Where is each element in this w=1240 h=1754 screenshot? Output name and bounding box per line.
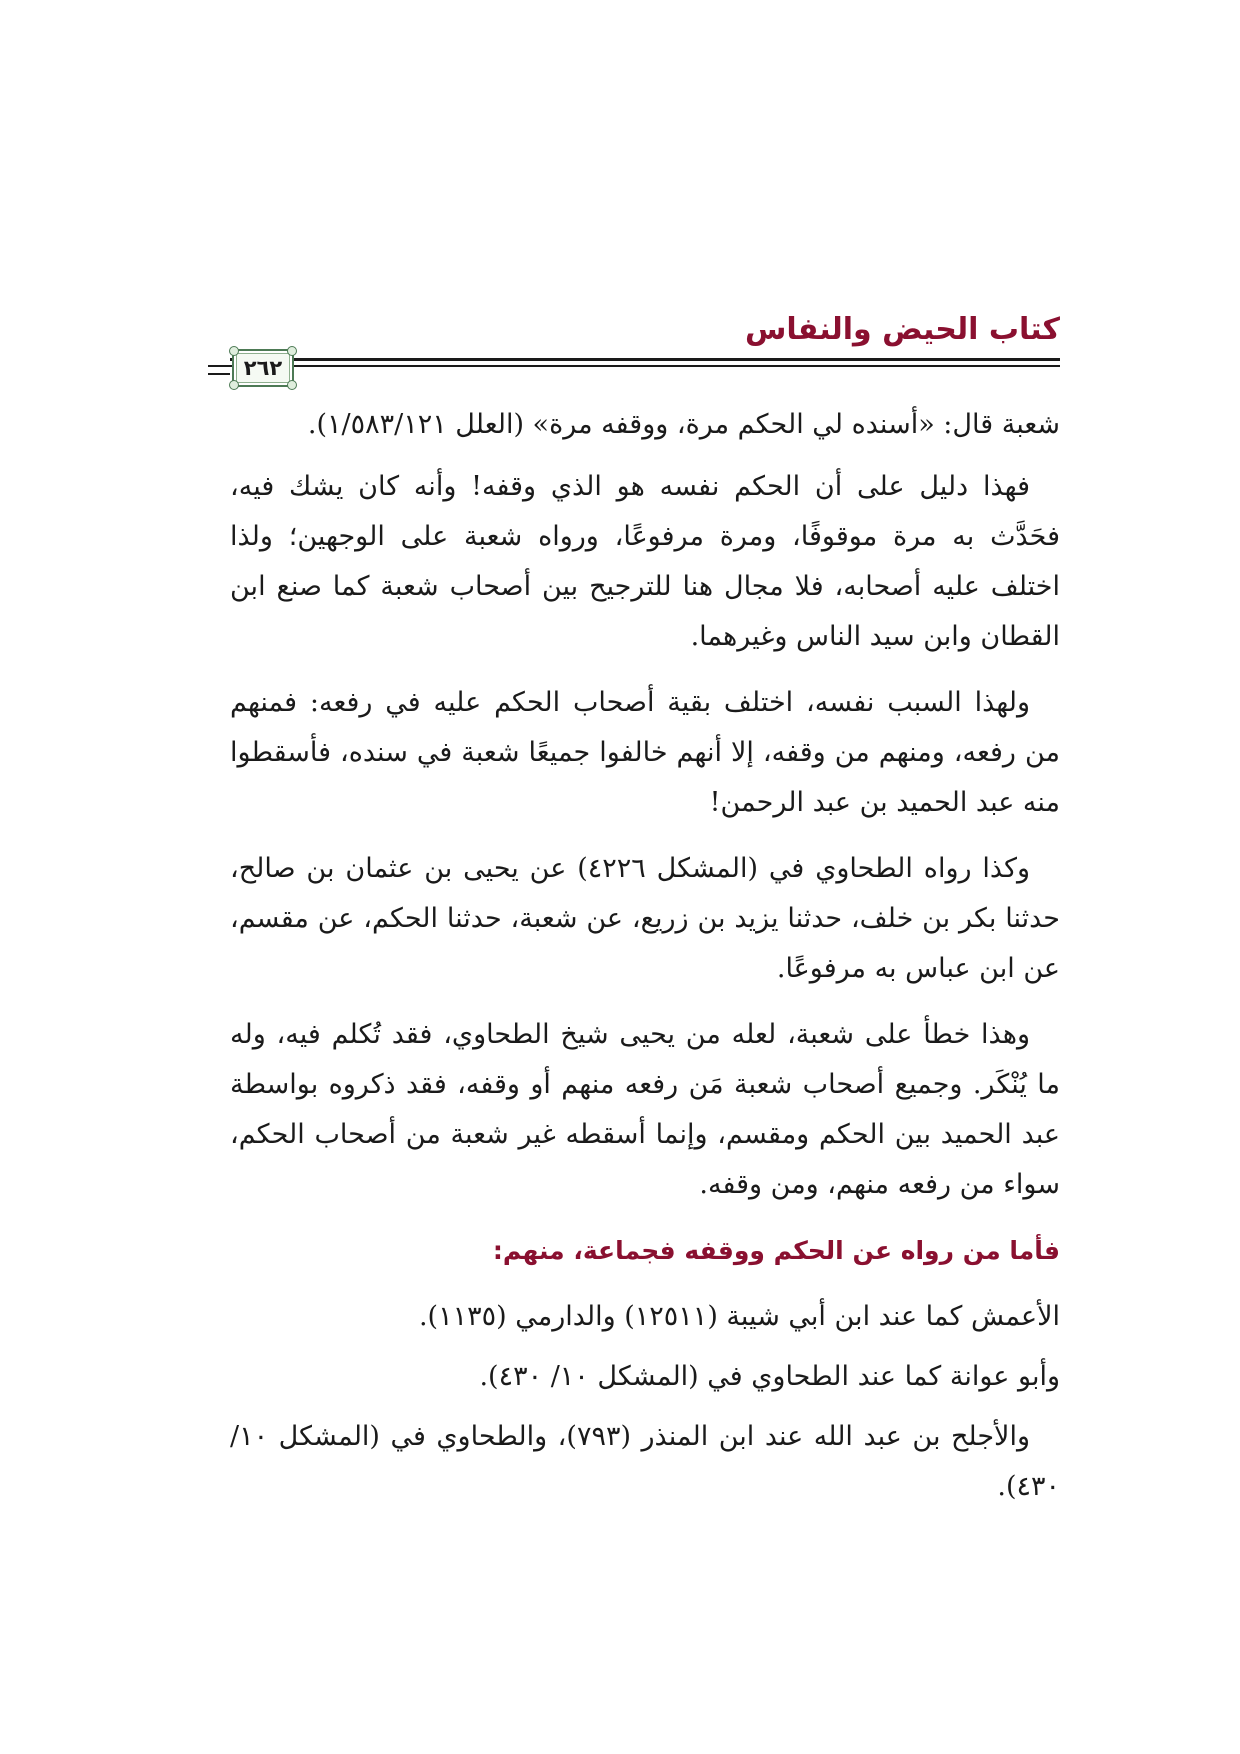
book-title: كتاب الحيض والنفاس: [744, 312, 1060, 347]
badge-ornament-icon: [229, 346, 239, 356]
paragraph-4: وكذا رواه الطحاوي في (المشكل ٤٢٢٦) عن يحيى بن عثمان بن صالح، حدثنا بكر بن خلف، حدثنا يزيد بن زريع، عن شعبة، حدثنا الحكم، عن مقسم، عن ابن عباس به مرفوعًا.: [230, 853, 1060, 984]
paragraph-3: ولهذا السبب نفسه، اختلف بقية أصحاب الحكم عليه في رفعه: فمنهم من رفعه، ومنهم من وقفه، إلا أنهم خالفوا جميعًا شعبة في سنده، فأسقطوا منه عبد الحميد بن عبد الرحمن!: [230, 687, 1060, 818]
header-rule-thin: [230, 365, 1060, 367]
list-item-2: وأبو عوانة كما عند الطحاوي في (المشكل ١٠/ ٤٣٠).: [479, 1361, 1060, 1392]
header-rule-thick: [230, 358, 1060, 361]
page-body: [230, 400, 1060, 1528]
paragraph-2: فهذا دليل على أن الحكم نفسه هو الذي وقفه! وأنه كان يشك فيه، فحَدَّث به مرة موقوفًا، ومرة مرفوعًا، ورواه شعبة على الوجهين؛ ولذا اختلف عليه أصحابه، فلا مجال هنا للترجيح بين أصحاب شعبة كما صنع ابن القطان وابن سيد الناس وغيرهما.: [230, 471, 1060, 652]
page-header: [230, 310, 1060, 390]
list-item-3: والأجلح بن عبد الله عند ابن المنذر (٧٩٣)، والطحاوي في (المشكل ١٠/ ٤٣٠).: [230, 1421, 1060, 1502]
badge-ornament-icon: [287, 380, 297, 390]
list-item-1: الأعمش كما عند ابن أبي شيبة (١٢٥١١) والدارمي (١١٣٥).: [418, 1301, 1060, 1332]
badge-ornament-icon: [287, 346, 297, 356]
paragraph-1: شعبة قال: «أسنده لي الحكم مرة، ووقفه مرة» (العلل ١/٥٨٣/١٢١).: [307, 409, 1060, 440]
page-number-badge: [232, 349, 294, 387]
page-number: ٢٦٢: [243, 356, 283, 380]
badge-ornament-icon: [229, 380, 239, 390]
section-heading: فأما من رواه عن الحكم ووقفه فجماعة، منهم:: [492, 1236, 1060, 1265]
paragraph-5: وهذا خطأ على شعبة، لعله من يحيى شيخ الطحاوي، فقد تُكلم فيه، وله ما يُنْكَر. وجميع أصحاب شعبة مَن رفعه منهم أو وقفه، فقد ذكروه بواسطة عبد الحميد بين الحكم ومقسم، وإنما أسقطه غير شعبة من أصحاب الحكم، سواء من رفعه منهم، ومن وقفه.: [230, 1019, 1060, 1200]
badge-tail-lines: [208, 365, 230, 375]
